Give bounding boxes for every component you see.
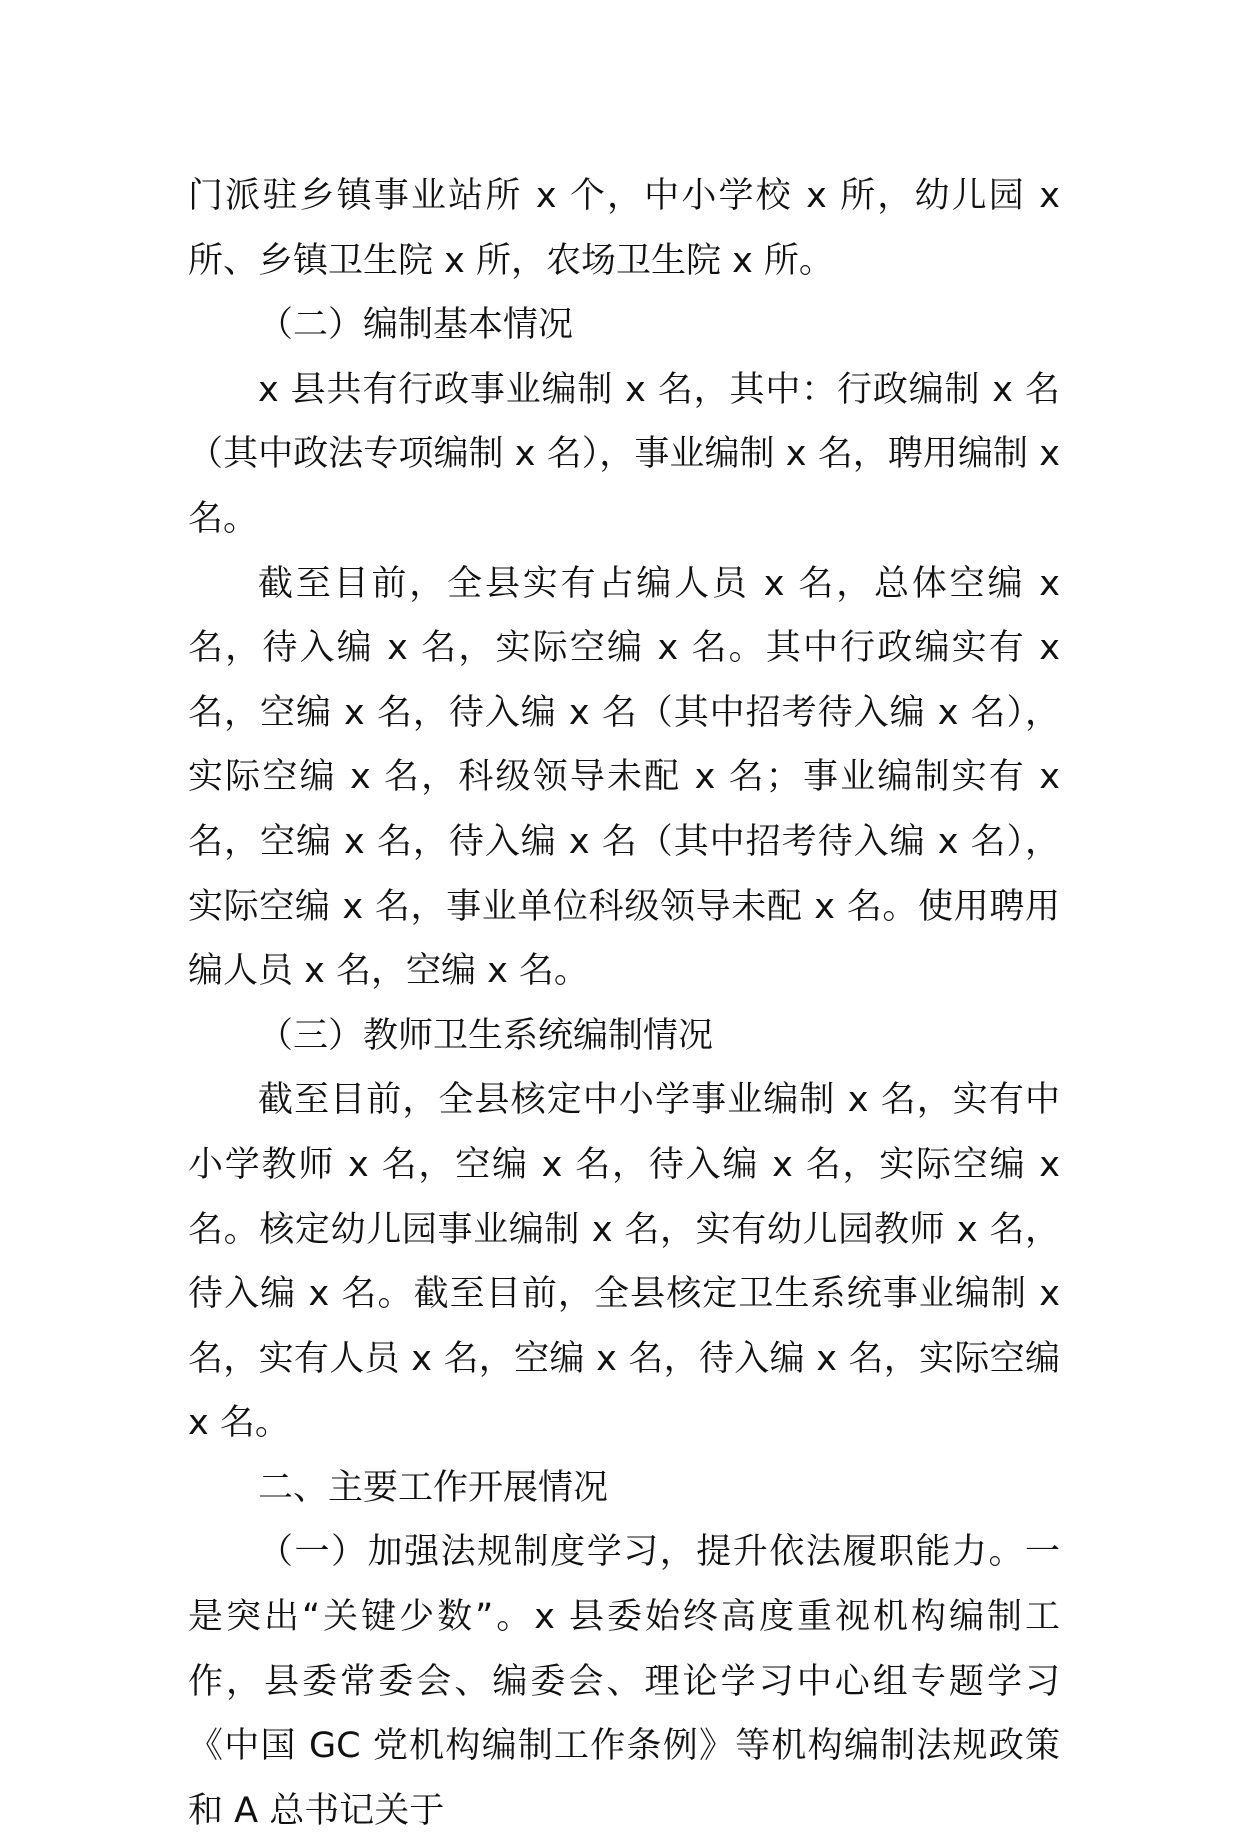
section-heading-basic-staffing: （二）编制基本情况 [258, 305, 574, 346]
paragraph-continuation: 门派驻乡镇事业站所 x 个，中小学校 x 所，幼儿园 x 所、乡镇卫生院 x 所，农场卫生院 x 所。 [188, 176, 1060, 281]
document-body [188, 164, 1060, 1843]
paragraph-staffing-status: 截至目前，全县实有占编人员 x 名，总体空编 x 名，待入编 x 名，实际空编 x 名。其中行政编实有 x 名，空编 x 名，待入编 x 名（其中招考待入编 x 名），实际空编 x 名，科级领导未配 x 名；事业编制实有 x 名，空编 x 名，待入编 x 名（其中招考待入编 x 名），实际空编 x 名，事业单位科级领导未配 x 名。使用聘用编人员 x 名，空编 x 名。 [188, 563, 1060, 992]
paragraph-teacher-health-staffing: 截至目前，全县核定中小学事业编制 x 名，实有中小学教师 x 名，空编 x 名，待入编 x 名，实际空编 x 名。核定幼儿园事业编制 x 名，实有幼儿园教师 x 名，待入编 x 名。截至目前，全县核定卫生系统事业编制 x 名，实有人员 x 名，空编 x 名，待入编 x 名，实际空编 x 名。 [188, 1080, 1060, 1444]
section-heading-teacher-health-staffing: （三）教师卫生系统编制情况 [258, 1015, 714, 1056]
paragraph-staffing-totals: x 县共有行政事业编制 x 名，其中：行政编制 x 名（其中政法专项编制 x 名），事业编制 x 名，聘用编制 x 名。 [188, 369, 1060, 539]
paragraph-regulation-study: （一）加强法规制度学习，提升依法履职能力。一是突出“关键少数”。x 县委始终高度重视机构编制工作，县委常委会、编委会、理论学习中心组专题学习《中国 GC 党机构编制工作条例》等机构编制法规政策和 A 总书记关于 [188, 1532, 1060, 1831]
section-heading-main-work: 二、主要工作开展情况 [258, 1467, 609, 1508]
